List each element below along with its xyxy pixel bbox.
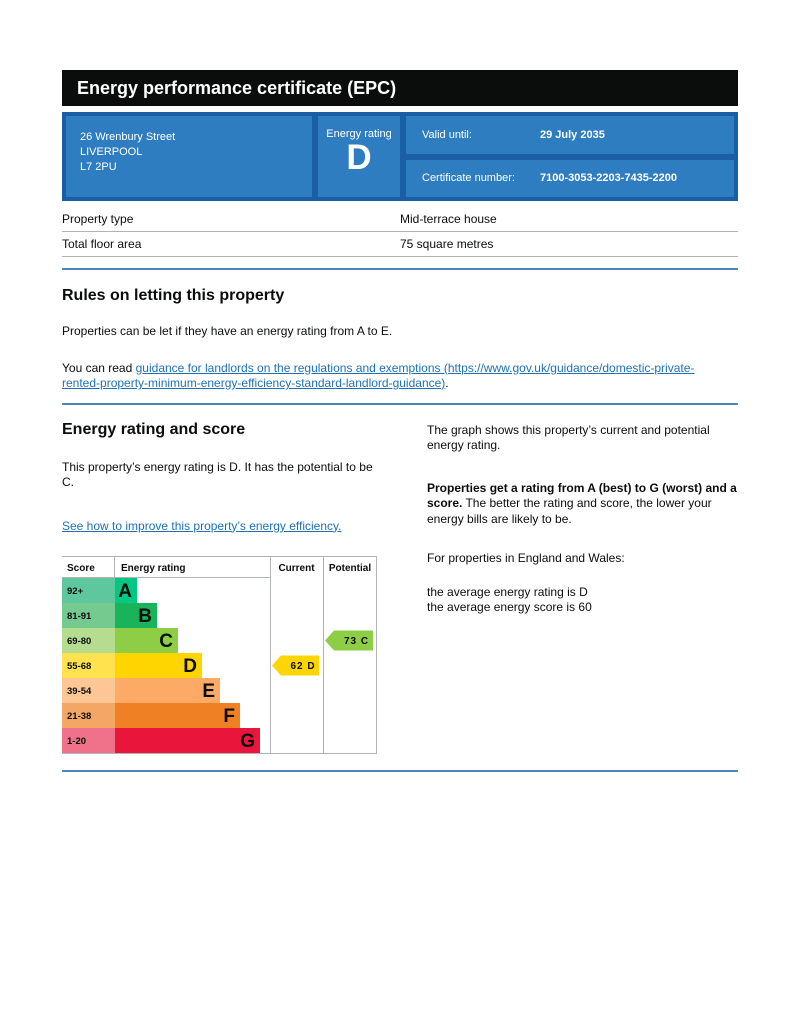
landlord-guidance-paragraph [62, 361, 722, 392]
score-range-g: 1-20 [67, 736, 87, 747]
rating-left-column [62, 421, 382, 760]
epc-rating-chart [62, 556, 377, 754]
energy-rating-box [318, 116, 400, 197]
rating-explain-bold: Properties get a rating from A (best) to G (worst) and a score. [427, 480, 737, 510]
validity-column [406, 116, 734, 197]
address-line-2: LIVERPOOL [80, 146, 143, 158]
band-letter-d: D [183, 656, 197, 677]
average-score-line: the average energy score is 60 [427, 600, 592, 614]
column-header-potential: Potential [328, 563, 372, 574]
column-header-current: Current [278, 563, 315, 574]
page-title: Energy performance certificate (EPC) [62, 70, 738, 106]
score-range-b: 81-91 [67, 611, 92, 622]
column-header-energy-rating: Energy rating [121, 563, 186, 574]
property-address [66, 116, 312, 197]
score-range-c: 69-80 [67, 636, 92, 647]
energy-rating-label: Energy rating [326, 128, 392, 140]
address-line-3: L7 2PU [80, 161, 117, 173]
band-letter-g: G [240, 731, 255, 752]
summary-band [62, 112, 738, 201]
valid-until-row [406, 116, 734, 154]
read-suffix: . [445, 376, 449, 390]
letting-rules-paragraph: Properties can be let if they have an energy rating from A to E. [62, 324, 393, 338]
graph-intro-paragraph: The graph shows this property’s current and potential energy rating. [427, 422, 710, 452]
property-type-label: Property type [62, 212, 134, 226]
score-range-a: 92+ [67, 586, 84, 597]
improve-efficiency-link[interactable]: See how to improve this property’s energy efficiency. [62, 518, 342, 533]
certificate-number-row [406, 160, 734, 198]
property-facts-table [62, 207, 738, 257]
table-row [62, 207, 738, 232]
energy-rating-value: D [346, 138, 372, 177]
rating-summary-paragraph: This property’s energy rating is D. It has the potential to be C. [62, 459, 373, 489]
band-letter-b: B [138, 606, 152, 627]
improve-paragraph [62, 519, 382, 535]
valid-until-value: 29 July 2035 [540, 128, 605, 141]
rating-explain-rest: The better the rating and score, the lower your energy bills are likely to be. [427, 496, 712, 526]
certificate-number-label: Certificate number: [422, 172, 515, 185]
valid-until-label: Valid until: [422, 128, 472, 141]
potential-rating-label: 73 C [343, 636, 370, 647]
table-row [62, 232, 738, 257]
address-line-1: 26 Wrenbury Street [80, 131, 176, 143]
average-rating-line: the average energy rating is D [427, 584, 588, 599]
rating-right-column [427, 421, 738, 760]
rating-section-heading: Energy rating and score [62, 420, 246, 438]
section-divider [62, 403, 738, 405]
band-letter-f: F [223, 706, 235, 727]
score-range-f: 21-38 [67, 711, 92, 722]
rating-section [62, 421, 738, 760]
averages-paragraph [427, 585, 738, 616]
property-type-value: Mid-terrace house [400, 212, 497, 226]
band-bar-f [115, 703, 240, 728]
section-divider [62, 770, 738, 772]
section-divider [62, 268, 738, 270]
rating-explain-paragraph [427, 481, 738, 528]
column-header-score: Score [67, 563, 95, 574]
floor-area-label: Total floor area [62, 237, 142, 251]
certificate-number-value: 7100-3053-2203-7435-2200 [540, 172, 678, 185]
read-prefix: You can read [62, 360, 136, 375]
epc-chart-wrap [62, 556, 382, 759]
floor-area-value: 75 square metres [400, 237, 494, 251]
band-letter-a: A [118, 581, 132, 602]
for-properties-paragraph: For properties in England and Wales: [427, 551, 625, 565]
band-letter-e: E [202, 681, 215, 702]
band-bar-g [115, 728, 260, 753]
letting-rules-heading: Rules on letting this property [62, 287, 285, 304]
score-range-e: 39-54 [67, 686, 92, 697]
current-rating-label: 62 D [290, 661, 316, 672]
landlord-guidance-link[interactable]: guidance for landlords on the regulations and exemptions (https://www.gov.uk/guidance/domestic-private-rented-property-minimum-energy-efficiency-standard-landlord-guidance) [62, 360, 695, 390]
band-letter-c: C [159, 631, 173, 652]
score-range-d: 55-68 [67, 661, 92, 672]
